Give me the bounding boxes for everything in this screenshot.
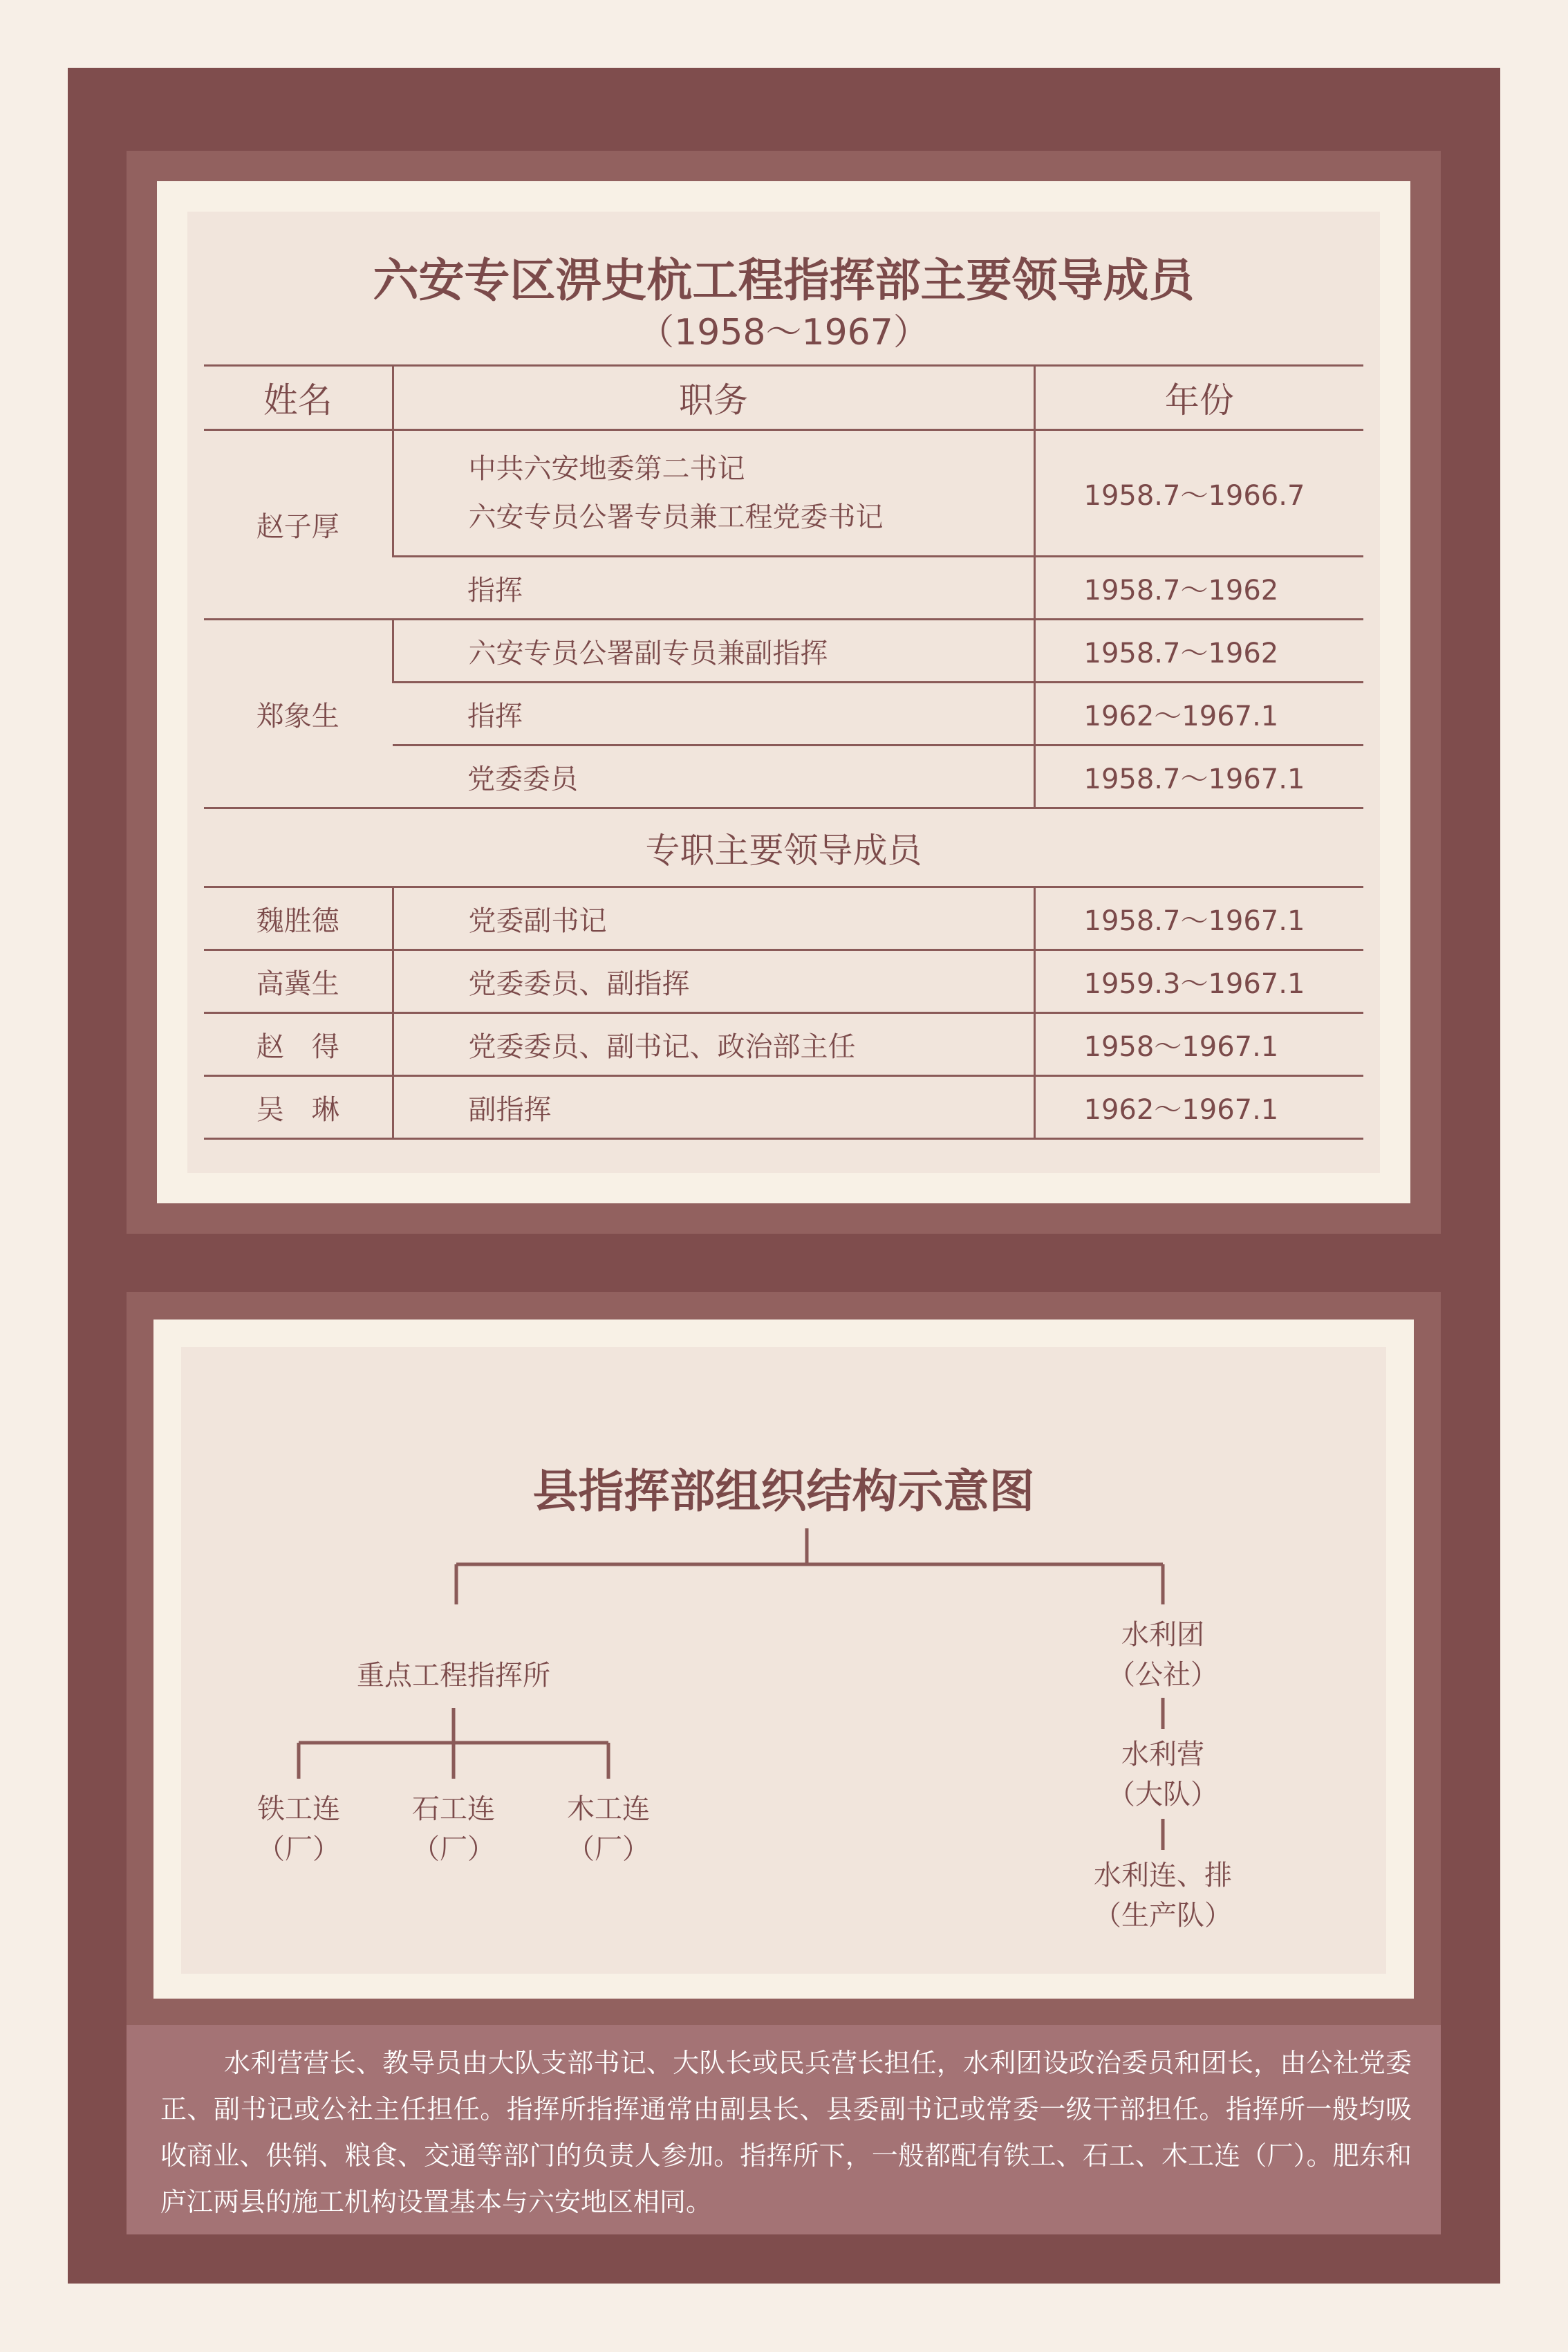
leader-duty: 指挥 [393, 557, 1034, 620]
org-node-sublabel: （大队） [1108, 1779, 1218, 1811]
leader-year: 1959.3～1967.1 [1034, 950, 1363, 1013]
org-node-water-regiment [1059, 1615, 1267, 1695]
org-node-label: 水利营 [1121, 1739, 1204, 1770]
leaders-period: （1958～1967） [638, 312, 929, 353]
leader-name: 吴 琳 [204, 1076, 393, 1139]
org-node-label: 铁工连 [257, 1793, 340, 1825]
leader-name: 魏胜德 [204, 887, 393, 950]
leader-duty: 六安专员公署副专员兼副指挥 [393, 620, 1034, 683]
org-node-sublabel: （生产队） [1094, 1900, 1232, 1932]
leader-year: 1958.7～1962 [1034, 620, 1363, 683]
org-node-label: 水利团 [1121, 1619, 1204, 1651]
leader-duty: 指挥 [393, 683, 1034, 746]
org-node-label: 木工连 [567, 1793, 650, 1825]
section-title: 专职主要领导成员 [204, 808, 1363, 887]
header-name: 姓名 [204, 366, 393, 430]
leader-year: 1958.7～1967.1 [1034, 887, 1363, 950]
org-node-label: 水利连、排 [1094, 1860, 1232, 1891]
org-node-label: 石工连 [412, 1793, 495, 1825]
leader-name: 郑象生 [204, 620, 393, 808]
leader-year: 1958.7～1967.1 [1034, 746, 1363, 808]
org-node-sublabel: （厂） [567, 1833, 650, 1865]
duty-line: 六安专员公署专员兼工程党委书记 [468, 501, 884, 533]
leader-duty: 副指挥 [393, 1076, 1034, 1139]
leader-year: 1962～1967.1 [1034, 1076, 1363, 1139]
leader-duty: 党委委员 [393, 746, 1034, 808]
org-node-sublabel: （公社） [1108, 1659, 1218, 1691]
header-duty: 职务 [393, 366, 1034, 430]
org-node-sublabel: （厂） [257, 1833, 340, 1865]
leader-name: 高冀生 [204, 950, 393, 1013]
leader-year: 1958～1967.1 [1034, 1013, 1363, 1076]
leaders-title: 六安专区淠史杭工程指挥部主要领导成员 [373, 254, 1195, 307]
org-node-iron-company [230, 1789, 368, 1869]
leader-year: 1958.7～1966.7 [1034, 430, 1363, 557]
leader-name: 赵 得 [204, 1013, 393, 1076]
leader-year: 1962～1967.1 [1034, 683, 1363, 746]
leader-duty: 党委委员、副书记、政治部主任 [393, 1013, 1034, 1076]
note-text: 水利营营长、教导员由大队支部书记、大队长或民兵营长担任，水利团设政治委员和团长，由公社党委正、副书记或公社主任担任。指挥所指挥通常由副县长、县委副书记或常委一级干部担任。指挥所一般均吸收商业、供销、粮食、交通等部门的负责人参加。指挥所下，一般都配有铁工、石工、木工连（厂）。肥东和庐江两县的施工机构设置基本与六安地区相同。 [160, 2048, 1412, 2217]
header-year: 年份 [1034, 366, 1363, 430]
org-chart-title: 县指挥部组织结构示意图 [532, 1465, 1035, 1518]
leader-duty: 党委副书记 [393, 887, 1034, 950]
org-node-key-project-command: 重点工程指挥所 [357, 1660, 550, 1692]
org-node-water-company [1059, 1855, 1267, 1936]
duty-line: 中共六安地委第二书记 [468, 453, 745, 485]
leader-name: 赵子厚 [204, 430, 393, 620]
leader-duty: 党委委员、副指挥 [393, 950, 1034, 1013]
leader-year: 1958.7～1962 [1034, 557, 1363, 620]
org-node-sublabel: （厂） [412, 1833, 495, 1865]
org-node-wood-company [539, 1789, 678, 1869]
org-node-stone-company [384, 1789, 523, 1869]
org-node-water-battalion [1059, 1734, 1267, 1815]
